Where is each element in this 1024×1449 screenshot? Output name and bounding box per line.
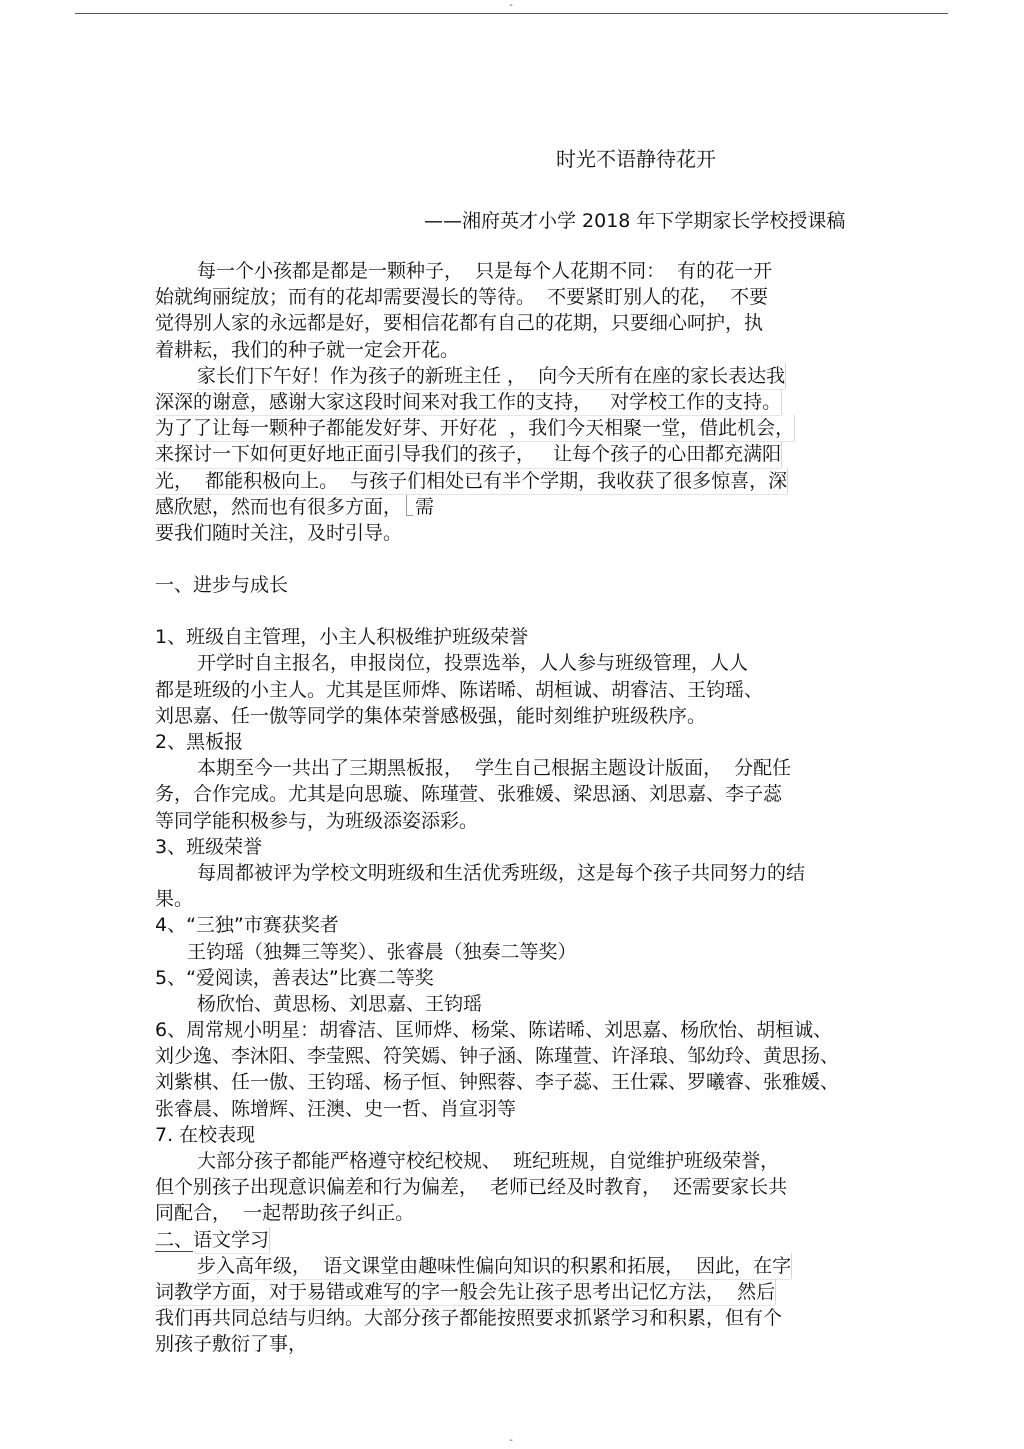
paragraph-line: 等同学能积极参与，为班级添姿添彩。 — [155, 809, 479, 832]
item-heading: 3、班级荣誉 — [155, 835, 263, 858]
item-heading: 2、黑板报 — [155, 731, 244, 753]
text-fragment: 光， 都能积极向上。 与孩子们相处已有半个学期，我收获了很多惊喜，深 — [155, 468, 787, 494]
paragraph-line — [155, 468, 890, 494]
paragraph-line: 但个别孩子出现意识偏差和行为偏差， 老师已经及时教育， 还需要家长共 — [155, 1176, 788, 1199]
text-fragment: 步入高年级， 语文课堂由趣味性偏向知识的积累和拓展， 因此，在字 — [197, 1253, 791, 1279]
paragraph-line: 刘思嘉、任一傲等同学的集体荣誉感极强，能时刻维护班级秩序。 — [155, 704, 707, 727]
paragraph-line: 要我们随时关注，及时引导。 — [155, 521, 403, 544]
paragraph-line: 本期至今一共出了三期黑板报， 学生自己根据主题设计版面， 分配任 — [197, 757, 792, 780]
paragraph-line: 每一个小孩都是都是一颗种子， 只是每个人花期不同： 有的花一开 — [197, 260, 773, 282]
paragraph-line — [155, 389, 890, 415]
item-heading: 1、班级自主管理，小主人积极维护班级荣誉 — [155, 626, 529, 649]
spacer — [155, 546, 890, 572]
spacer — [155, 598, 890, 624]
paragraph-line — [155, 1279, 890, 1305]
paragraph-line: 6、周常规小明星：胡睿洁、匡师烨、杨棠、陈诺晞、刘思嘉、杨欣怡、胡桓诚、 — [155, 1019, 833, 1042]
text-fragment: 二、 — [155, 1228, 194, 1251]
footer-mark: - — [509, 1435, 513, 1446]
paragraph-line: 觉得别人家的永远都是好，要相信花都有自己的花期，只要细心呵护，执 — [155, 312, 764, 335]
edit-mark — [406, 495, 413, 516]
paragraph-line: 都是班级的小主人。尤其是匡师烨、陈诺晞、胡桓诚、胡睿洁、王钧瑶、 — [155, 678, 764, 701]
paragraph-line: 着耕耘，我们的种子就一定会开花。 — [155, 338, 460, 361]
paragraph-line: 务，合作完成。尤其是向思璇、陈瑾萱、张雅媛、梁思涵、刘思嘉、李子蕊 — [155, 783, 783, 806]
text-fragment: 家长们下午好！作为孩子的新班主任 ， 向今天所有在座的家长表达我 — [197, 363, 785, 389]
paragraph-line: 别孩子敷衍了事， — [155, 1333, 308, 1356]
section-heading — [155, 1227, 890, 1253]
header-mark: - — [509, 0, 513, 11]
greeting-paragraph — [155, 363, 890, 546]
paragraph-line: 果。 — [155, 888, 194, 911]
paragraph-line: 同配合， 一起帮助孩子纠正。 — [155, 1202, 415, 1225]
document-subtitle: ——湘府英才小学 2018 年下学期家长学校授课稿 — [424, 210, 846, 232]
paragraph-line — [155, 441, 890, 467]
document-body — [155, 258, 890, 1358]
paragraph-line — [155, 363, 890, 389]
paragraph-line: 我们再共同总结与归纳。大部分孩子都能按照要求抓紧学习和积累，但有个 — [155, 1307, 783, 1330]
text-fragment: 深深的谢意，感谢大家这段时间来对我工作的支持， 对学校工作的支持。 — [155, 389, 781, 415]
paragraph-line: 刘紫棋、任一傲、王钧瑶、杨子恒、钟熙蓉、李子蕊、王仕霖、罗曦睿、张雅媛、 — [155, 1071, 840, 1094]
paragraph-line: 刘少逸、李沐阳、李莹熙、符笑嫣、钟子涵、陈瑾萱、许泽琅、邹幼玲、黄思扬、 — [155, 1045, 840, 1068]
paragraph-line: 张睿晨、陈增辉、汪澳、史一哲、肖宣羽等 — [155, 1097, 517, 1120]
document-title: 时光不语静待花开 — [556, 147, 716, 171]
text-fragment: 词教学方面，对于易错或难写的字一般会先让孩子思考出记忆方法， 然后 — [155, 1279, 775, 1305]
paragraph-line: 杨欣怡、黄思杨、刘思嘉、王钧瑶 — [197, 992, 483, 1015]
paragraph-line: 开学时自主报名，申报岗位，投票选举，人人参与班级管理，人人 — [197, 652, 749, 675]
paragraph-line — [155, 1253, 890, 1279]
item-heading: 4、“三独”市赛获奖者 — [155, 914, 339, 937]
item-heading: 7. 在校表现 — [155, 1123, 256, 1146]
header-rule — [75, 13, 948, 14]
text-fragment: 来探讨一下如何更好地正面引导我们的孩子， 让每个孩子的心田都充满阳 — [155, 441, 781, 467]
paragraph-line: 大部分孩子都能严格遵守校纪校规、 班纪班规，自觉维护班级荣誉， — [197, 1150, 780, 1172]
section-heading: 一、进步与成长 — [155, 574, 289, 597]
text-fragment: 需 — [415, 495, 435, 518]
paragraph-line: 每周都被评为学校文明班级和生活优秀班级，这是每个孩子共同努力的结 — [197, 861, 806, 884]
text-fragment: 语文学习 — [193, 1227, 269, 1253]
paragraph-line — [155, 415, 890, 441]
text-fragment: 感欣慰，然而也有很多方面， — [155, 495, 403, 518]
paragraph-line — [155, 494, 890, 520]
item-heading: 5、“爱阅读，善表达”比赛二等奖 — [155, 966, 434, 989]
intro-paragraph — [155, 258, 890, 363]
paragraph-line: 王钧瑶（独舞三等奖）、张睿晨（独奏二等奖） — [187, 940, 577, 963]
paragraph-line: 始就绚丽绽放；而有的花却需要漫长的等待。 不要紧盯别人的花， 不要 — [155, 286, 769, 309]
text-fragment: 为了了让每一颗种子都能发好芽、开好花 ，我们今天相聚一堂，借此机会， — [155, 415, 794, 441]
